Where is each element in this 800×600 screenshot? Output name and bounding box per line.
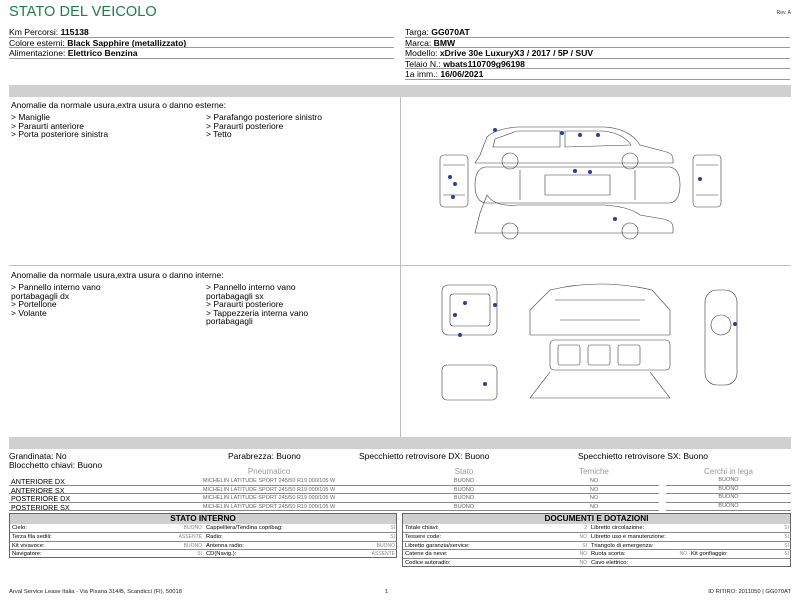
rim-cell: BUONO (666, 503, 791, 512)
tire-position: POSTERIORE DX (11, 494, 71, 504)
chassis-row (405, 59, 790, 70)
mirror-left-status: Specchietto retrovisore SX: Buono (578, 451, 708, 461)
rim-cell: BUONO (666, 494, 791, 503)
kv-row (403, 524, 589, 533)
kv-value: SI (197, 551, 202, 558)
list-item: > Pannello interno vano (11, 282, 101, 292)
plate-value: GG070AT (431, 27, 470, 37)
color-label: Colore esterni: (9, 37, 68, 48)
kv-label: CD(Navig.): (206, 551, 237, 558)
list-item: > Volante (11, 307, 47, 318)
kv-row (689, 550, 791, 559)
list-item: > Maniglie (11, 112, 50, 122)
kv-label: Antenna radio: (206, 542, 244, 549)
key-block-status: Blocchetto chiavi: Buono (9, 460, 103, 470)
plate-label: Targa: (405, 27, 432, 37)
list-item: portabagagli (206, 316, 253, 327)
tire-position: ANTERIORE SX (11, 485, 65, 495)
kv-row (204, 542, 397, 551)
list-item: > Tetto (206, 129, 232, 140)
kv-label: Libretto uso e manutenzione: (591, 533, 666, 540)
color-row (9, 38, 394, 49)
documents-box (402, 513, 791, 567)
list-item: > Pannello interno vano (206, 282, 296, 292)
list-item: > Paraurti anteriore (11, 120, 84, 131)
kv-label: Cavo elettrico: (591, 560, 629, 567)
registration-label: 1a imm.: (405, 69, 441, 80)
footer-company: Arval Service Lease Italia - Via Pisana 314/B, Scandicci (FI), 50018 (9, 589, 182, 595)
brand-row (405, 38, 790, 49)
kv-row (204, 524, 397, 533)
kv-value: BUONO (183, 542, 202, 549)
kv-label: Navigatore: (12, 551, 42, 558)
windshield-status: Parabrezza: Buono (228, 451, 301, 461)
kv-row (403, 559, 589, 568)
kv-value: SI (390, 533, 395, 540)
internal-col-1 (11, 283, 206, 326)
tire-temiche: NO (589, 478, 599, 484)
external-col-1 (11, 113, 206, 139)
km-label: Km Percorsi: (9, 27, 61, 37)
list-item: portabagagli dx (11, 290, 70, 301)
kv-value: BUONO (183, 525, 202, 531)
kv-label: Cielo: (12, 525, 27, 531)
external-col-2 (206, 113, 401, 139)
brand-label: Marca: (405, 37, 434, 48)
tire-model: MICHELIN LATITUDE SPORT 245/50 R19 000/105 W (202, 503, 336, 510)
list-item: > Paraurti posteriore (206, 299, 284, 310)
tire-temiche: NO (589, 495, 599, 502)
divider (400, 265, 401, 437)
registration-value: 16/06/2021 (440, 69, 484, 80)
section-divider (9, 437, 791, 449)
internal-col-2 (206, 283, 401, 326)
tire-model: MICHELIN LATITUDE SPORT 245/50 R19 000/105 W (202, 495, 336, 502)
kv-row (403, 533, 589, 542)
chassis-value: wbats110709g96198 (443, 58, 525, 69)
color-value: Black Sapphire (metallizzato) (67, 37, 187, 48)
tire-position: ANTERIORE DX (11, 477, 65, 486)
kv-value: ASSENTE (371, 551, 395, 558)
kv-label: Codice autoradio: (405, 560, 451, 567)
chassis-label: Telaio N.: (405, 58, 444, 69)
list-item: > Portellone (11, 299, 57, 310)
kv-label: Libretto garanzia/service: (405, 542, 470, 549)
tire-temiche: NO (589, 503, 599, 510)
kv-value: SI (582, 542, 587, 549)
kv-row (589, 524, 791, 533)
kv-label: Ruota scorta: (591, 551, 626, 558)
kv-row (589, 533, 791, 542)
kv-row (589, 542, 791, 551)
kv-value: SI (784, 525, 789, 531)
rims-header: Cerchi in lega (704, 467, 753, 476)
external-anomalies-title: Anomalie da normale usura,extra usura o danno esterne: (11, 100, 226, 110)
internal-anomalies (11, 270, 401, 326)
kv-row (204, 550, 397, 559)
table-row (9, 503, 659, 512)
internal-state-title: STATO INTERNO (10, 514, 396, 524)
model-row (405, 48, 790, 59)
tire-header: Pneumatico (247, 467, 291, 476)
state-header: Stato (454, 467, 474, 476)
tire-state: BUONO (453, 478, 475, 484)
external-anomalies (11, 100, 401, 139)
page-title: STATO DEL VEICOLO (9, 4, 157, 20)
rim-cell: BUONO (666, 477, 791, 486)
kv-label: Triangolo di emergenza: (591, 542, 654, 549)
kv-value: NO (579, 551, 587, 558)
kv-value: NO (579, 560, 587, 567)
kv-label: Totale chiavi: (405, 525, 439, 531)
km-row (9, 27, 394, 38)
revision-label: Rev. A (776, 10, 791, 16)
kv-row (204, 533, 397, 542)
temiche-header: Temiche (579, 467, 609, 476)
kv-label: Kit vivavoce: (12, 542, 45, 549)
list-item: > Paraurti posteriore (206, 120, 284, 131)
kv-value: 2 (584, 525, 587, 531)
fuel-row (9, 48, 394, 59)
kv-row (10, 524, 204, 533)
kv-value: NO (579, 533, 587, 540)
kv-label: Terza fila sedili: (12, 533, 52, 540)
exterior-diagram (425, 115, 735, 240)
plate-row (405, 27, 790, 38)
brand-value: BMW (433, 37, 456, 48)
hail-status: Grandinata: No (9, 451, 67, 461)
kv-label: Libretto circolazione: (591, 525, 645, 531)
registration-row (405, 69, 790, 80)
tire-model: MICHELIN LATITUDE SPORT 245/50 R19 000/105 W (202, 486, 336, 493)
internal-anomalies-title: Anomalie da normale usura,extra usura o danno interne: (11, 270, 224, 280)
footer-page-number: 1 (385, 589, 389, 595)
list-item: > Parafango posteriore sinistro (206, 112, 322, 122)
tire-model: MICHELIN LATITUDE SPORT 245/50 R19 000/105 W (202, 478, 336, 484)
kv-row (403, 542, 589, 551)
kv-label: Cappelliera/Tendina copribag: (206, 525, 283, 531)
km-value: 115138 (60, 27, 89, 37)
footer-id: ID RITIRO: 2011050 | GG070AT (708, 589, 791, 595)
kv-value: SI (390, 525, 395, 531)
kv-value: SI (784, 542, 789, 549)
kv-row (589, 550, 689, 559)
kv-value: ASSENTE (178, 533, 202, 540)
kv-row (10, 550, 204, 559)
model-value: xDrive 30e LuxuryX3 / 2017 / 5P / SUV (439, 48, 594, 59)
tire-state: BUONO (453, 486, 475, 493)
kv-value: NO (679, 551, 687, 558)
kv-label: Radio: (206, 533, 223, 540)
kv-label: Tessere code: (405, 533, 442, 540)
kv-value: SI (784, 551, 789, 558)
internal-state-box (9, 513, 397, 558)
kv-value: SI (784, 533, 789, 540)
kv-label: Kit gonfiaggio: (691, 551, 728, 558)
section-divider (9, 85, 791, 97)
table-row (9, 477, 659, 486)
kv-value: BUONO (376, 542, 395, 549)
list-item: > Tappezzeria interna vano (206, 307, 309, 318)
divider (400, 97, 401, 265)
list-item: > Porta posteriore sinistra (11, 129, 109, 140)
interior-diagram (430, 280, 760, 405)
table-row (9, 494, 659, 503)
kv-row (403, 550, 589, 559)
documents-title: DOCUMENTI E DOTAZIONI (403, 514, 790, 524)
list-item: portabagagli sx (206, 290, 264, 301)
tire-temiche: NO (589, 486, 599, 493)
kv-label: Catene da neve: (405, 551, 448, 558)
mirror-right-status: Specchietto retrovisore DX: Buono (359, 451, 490, 461)
kv-row (10, 533, 204, 542)
tire-position: POSTERIORE SX (11, 502, 70, 512)
tire-state: BUONO (453, 495, 475, 502)
kv-row (10, 542, 204, 551)
table-row (9, 486, 659, 495)
fuel-label: Alimentazione: (9, 48, 68, 59)
kv-row (589, 559, 791, 568)
rim-cell: BUONO (666, 486, 791, 495)
vehicle-info-right (405, 27, 790, 80)
tire-state: BUONO (453, 503, 475, 510)
model-label: Modello: (405, 48, 440, 59)
vehicle-info-left (9, 27, 394, 59)
fuel-value: Elettrico Benzina (67, 48, 138, 59)
